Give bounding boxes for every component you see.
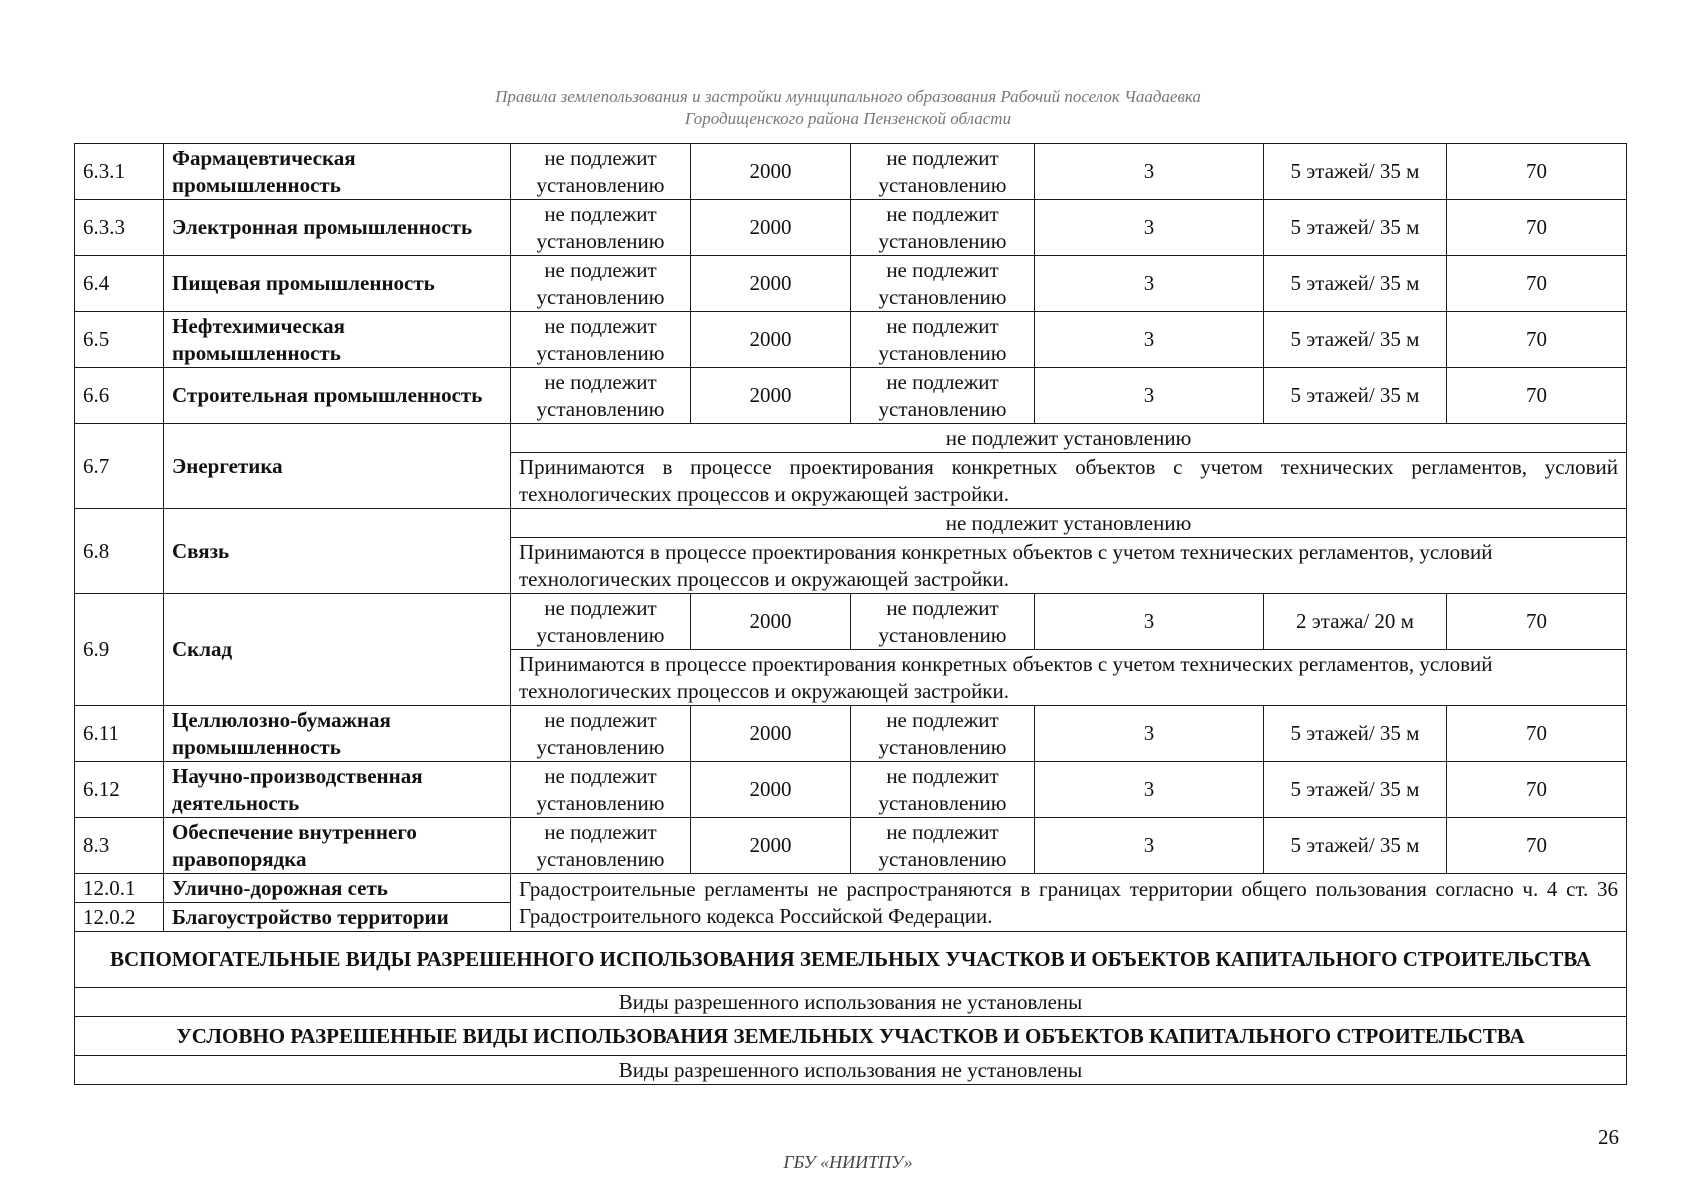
table-row bbox=[75, 256, 1627, 312]
row-name: Благоустройство территории bbox=[164, 903, 511, 932]
cell-value: не подлежит установлению bbox=[851, 818, 1035, 874]
row-name: Фармацевтическая промышленность bbox=[164, 144, 511, 200]
row-code: 12.0.1 bbox=[75, 874, 164, 903]
auxiliary-section-note: Виды разрешенного использования не установлены bbox=[75, 988, 1627, 1017]
cell-value: 5 этажей/ 35 м bbox=[1264, 368, 1447, 424]
cell-value: не подлежит установлению bbox=[851, 144, 1035, 200]
cell-value: 2000 bbox=[691, 762, 851, 818]
cell-value: 70 bbox=[1447, 368, 1627, 424]
cell-value: 70 bbox=[1447, 818, 1627, 874]
cell-value: 3 bbox=[1035, 818, 1264, 874]
cell-value: 2000 bbox=[691, 818, 851, 874]
not-set-cell: не подлежит установлению bbox=[511, 509, 1627, 538]
cell-value: не подлежит установлению bbox=[851, 256, 1035, 312]
design-note-cell: Принимаются в процессе проектирования конкретных объектов с учетом технических регламентов, условий технологических процессов и окружающей застройки. bbox=[511, 453, 1627, 509]
cell-value: не подлежит установлению bbox=[511, 594, 691, 650]
row-code: 6.12 bbox=[75, 762, 164, 818]
row-name: Нефтехимическая промышленность bbox=[164, 312, 511, 368]
row-name: Научно-производственная деятельность bbox=[164, 762, 511, 818]
row-name: Целлюлозно-бумажная промышленность bbox=[164, 706, 511, 762]
section-row bbox=[75, 1017, 1627, 1056]
row-name: Связь bbox=[164, 509, 511, 594]
cell-value: 2 этажа/ 20 м bbox=[1264, 594, 1447, 650]
cell-value: не подлежит установлению bbox=[511, 368, 691, 424]
section-row bbox=[75, 988, 1627, 1017]
cell-value: 5 этажей/ 35 м bbox=[1264, 762, 1447, 818]
row-code: 8.3 bbox=[75, 818, 164, 874]
table-row bbox=[75, 818, 1627, 874]
conditional-section-title: УСЛОВНО РАЗРЕШЕННЫЕ ВИДЫ ИСПОЛЬЗОВАНИЯ ЗЕМЕЛЬНЫХ УЧАСТКОВ И ОБЪЕКТОВ КАПИТАЛЬНОГО СТРОИТЕЛЬСТВА bbox=[75, 1017, 1627, 1056]
row-code: 6.9 bbox=[75, 594, 164, 706]
row-code: 6.3.3 bbox=[75, 200, 164, 256]
page-header bbox=[0, 86, 1696, 130]
design-note-cell: Принимаются в процессе проектирования конкретных объектов с учетом технических регламентов, условий технологических процессов и окружающей застройки. bbox=[511, 538, 1627, 594]
cell-value: 70 bbox=[1447, 706, 1627, 762]
cell-value: 2000 bbox=[691, 144, 851, 200]
page-number: 26 bbox=[1598, 1125, 1619, 1149]
public-territory-note: Градостроительные регламенты не распространяются в границах территории общего пользования согласно ч. 4 ст. 36 Градостроительного кодекса Российской Федерации. bbox=[511, 874, 1627, 932]
row-name: Энергетика bbox=[164, 424, 511, 509]
section-row bbox=[75, 932, 1627, 988]
cell-value: не подлежит установлению bbox=[851, 200, 1035, 256]
row-name: Склад bbox=[164, 594, 511, 706]
not-set-cell: не подлежит установлению bbox=[511, 424, 1627, 453]
cell-value: 3 bbox=[1035, 368, 1264, 424]
cell-value: не подлежит установлению bbox=[511, 818, 691, 874]
cell-value: 3 bbox=[1035, 706, 1264, 762]
cell-value: 70 bbox=[1447, 256, 1627, 312]
row-code: 6.8 bbox=[75, 509, 164, 594]
table-row bbox=[75, 509, 1627, 538]
row-name: Электронная промышленность bbox=[164, 200, 511, 256]
row-name: Пищевая промышленность bbox=[164, 256, 511, 312]
table-row bbox=[75, 200, 1627, 256]
cell-value: 3 bbox=[1035, 762, 1264, 818]
cell-value: 2000 bbox=[691, 256, 851, 312]
cell-value: 70 bbox=[1447, 144, 1627, 200]
cell-value: 70 bbox=[1447, 594, 1627, 650]
conditional-section-note: Виды разрешенного использования не установлены bbox=[75, 1056, 1627, 1085]
table-row bbox=[75, 144, 1627, 200]
row-code: 6.4 bbox=[75, 256, 164, 312]
cell-value: 5 этажей/ 35 м bbox=[1264, 144, 1447, 200]
cell-value: не подлежит установлению bbox=[511, 200, 691, 256]
section-row bbox=[75, 1056, 1627, 1085]
design-note-cell: Принимаются в процессе проектирования конкретных объектов с учетом технических регламентов, условий технологических процессов и окружающей застройки. bbox=[511, 650, 1627, 706]
row-code: 6.5 bbox=[75, 312, 164, 368]
row-name: Обеспечение внутреннего правопорядка bbox=[164, 818, 511, 874]
row-code: 6.7 bbox=[75, 424, 164, 509]
table-row bbox=[75, 594, 1627, 650]
cell-value: не подлежит установлению bbox=[851, 594, 1035, 650]
table-row bbox=[75, 368, 1627, 424]
cell-value: не подлежит установлению bbox=[851, 706, 1035, 762]
table-row bbox=[75, 762, 1627, 818]
cell-value: не подлежит установлению bbox=[851, 368, 1035, 424]
cell-value: не подлежит установлению bbox=[851, 312, 1035, 368]
cell-value: 5 этажей/ 35 м bbox=[1264, 200, 1447, 256]
cell-value: 3 bbox=[1035, 594, 1264, 650]
table-row bbox=[75, 424, 1627, 453]
cell-value: 3 bbox=[1035, 256, 1264, 312]
cell-value: 2000 bbox=[691, 312, 851, 368]
cell-value: не подлежит установлению bbox=[511, 312, 691, 368]
cell-value: 2000 bbox=[691, 594, 851, 650]
cell-value: не подлежит установлению bbox=[851, 762, 1035, 818]
cell-value: 3 bbox=[1035, 312, 1264, 368]
page-footer: ГБУ «НИИТПУ» bbox=[783, 1152, 913, 1172]
cell-value: 5 этажей/ 35 м bbox=[1264, 256, 1447, 312]
row-code: 6.11 bbox=[75, 706, 164, 762]
cell-value: 70 bbox=[1447, 312, 1627, 368]
cell-value: 5 этажей/ 35 м bbox=[1264, 818, 1447, 874]
auxiliary-section-title: ВСПОМОГАТЕЛЬНЫЕ ВИДЫ РАЗРЕШЕННОГО ИСПОЛЬЗОВАНИЯ ЗЕМЕЛЬНЫХ УЧАСТКОВ И ОБЪЕКТОВ КАПИТАЛЬНОГО СТРОИТЕЛЬСТВА bbox=[75, 932, 1627, 988]
cell-value: 3 bbox=[1035, 200, 1264, 256]
table-row bbox=[75, 706, 1627, 762]
row-code: 6.6 bbox=[75, 368, 164, 424]
table-row bbox=[75, 312, 1627, 368]
cell-value: 5 этажей/ 35 м bbox=[1264, 706, 1447, 762]
row-code: 12.0.2 bbox=[75, 903, 164, 932]
cell-value: не подлежит установлению bbox=[511, 706, 691, 762]
cell-value: 2000 bbox=[691, 368, 851, 424]
cell-value: не подлежит установлению bbox=[511, 256, 691, 312]
cell-value: 70 bbox=[1447, 762, 1627, 818]
cell-value: 5 этажей/ 35 м bbox=[1264, 312, 1447, 368]
row-code: 6.3.1 bbox=[75, 144, 164, 200]
header-line-2: Городищенского района Пензенской области bbox=[684, 109, 1012, 128]
row-name: Улично-дорожная сеть bbox=[164, 874, 511, 903]
cell-value: не подлежит установлению bbox=[511, 144, 691, 200]
header-line-1: Правила землепользования и застройки муниципального образования Рабочий поселок Чаадаевка bbox=[495, 87, 1201, 106]
cell-value: 2000 bbox=[691, 706, 851, 762]
cell-value: не подлежит установлению bbox=[511, 762, 691, 818]
row-name: Строительная промышленность bbox=[164, 368, 511, 424]
cell-value: 3 bbox=[1035, 144, 1264, 200]
cell-value: 70 bbox=[1447, 200, 1627, 256]
table-row bbox=[75, 874, 1627, 903]
zoning-rules-table bbox=[74, 143, 1627, 1085]
cell-value: 2000 bbox=[691, 200, 851, 256]
